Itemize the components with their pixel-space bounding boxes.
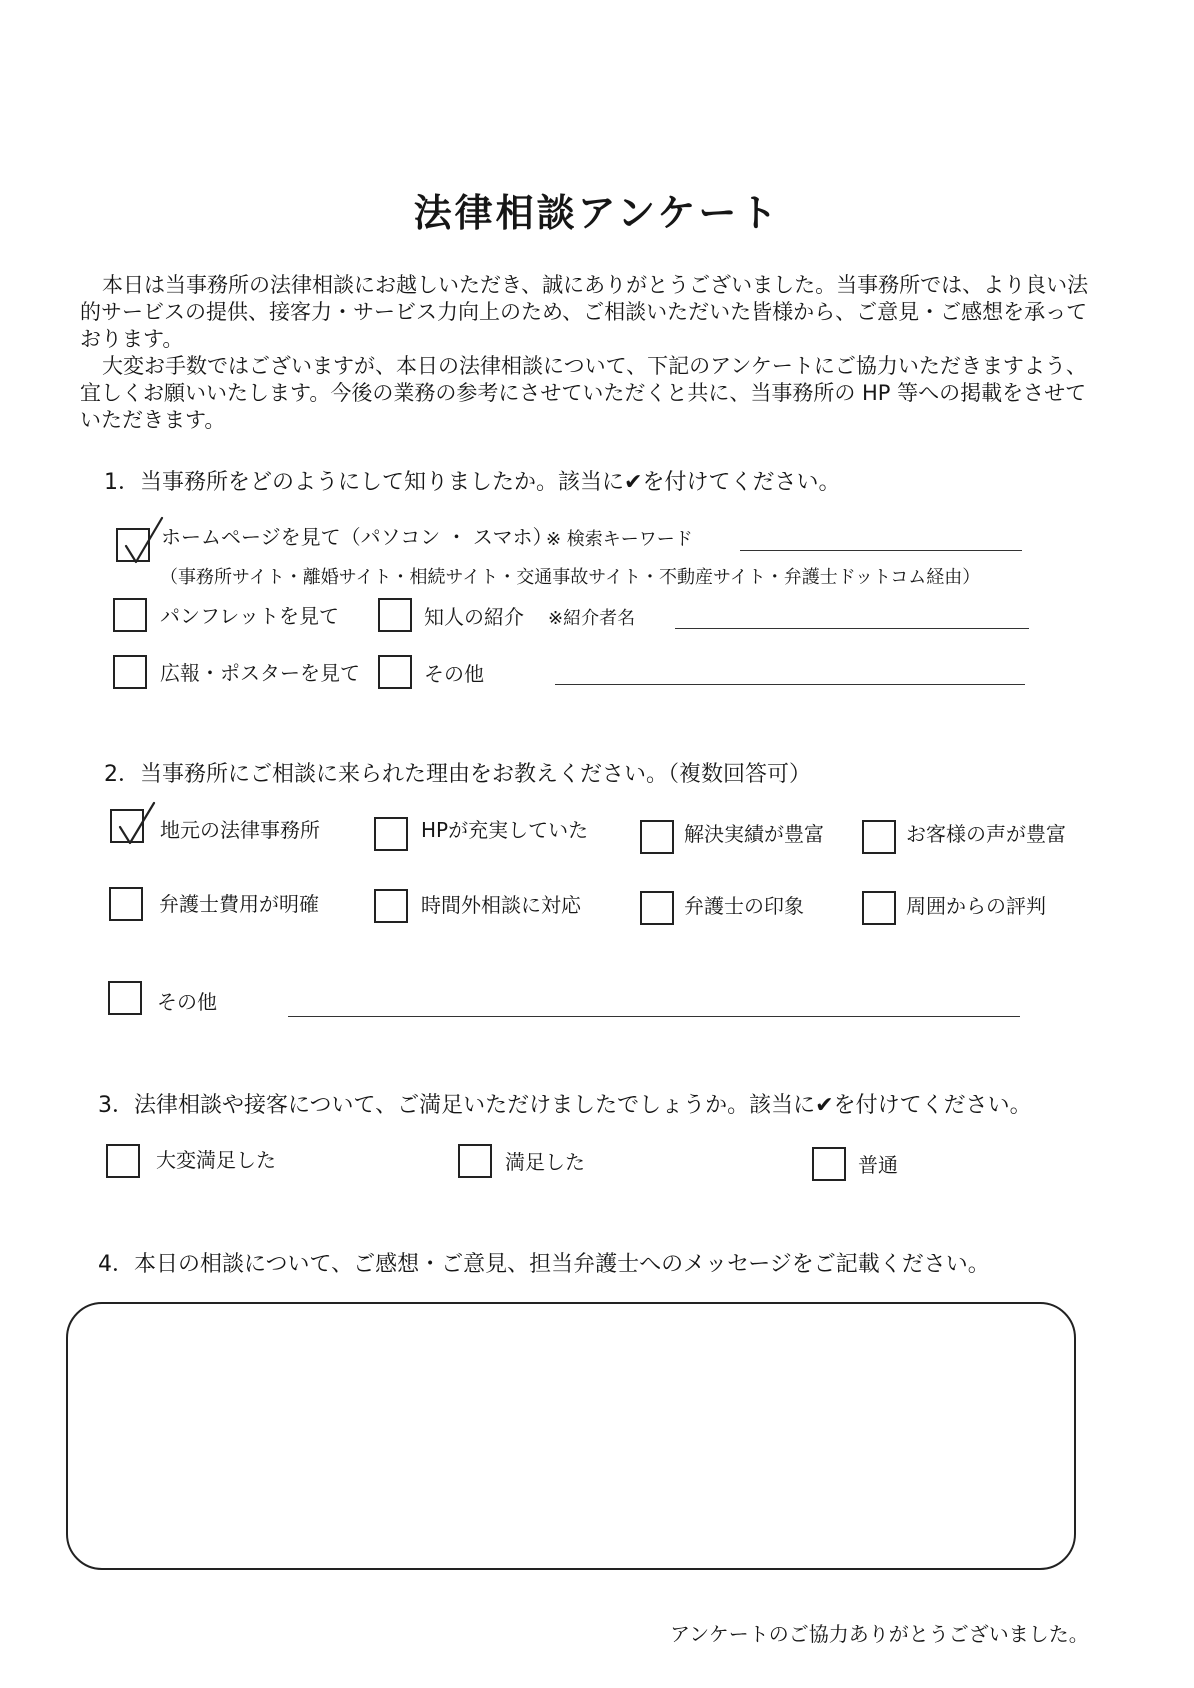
option-pr-poster-label: 広報・ポスターを見て (160, 661, 360, 685)
question-3-text-end: を付けてください。 (833, 1093, 1032, 1118)
option-homepage-label: ホームページを見て（パソコン ・ スマホ） (161, 525, 553, 549)
question-4-text: 4．本日の相談について、ご感想・ご意見、担当弁護士へのメッセージをご記載ください。 (98, 1252, 990, 1277)
checkbox-hp-rich[interactable] (374, 817, 408, 851)
checkbox-q2-other[interactable] (108, 981, 142, 1015)
option-average-label: 普通 (858, 1153, 898, 1177)
option-very-satisfied-label: 大変満足した (156, 1148, 276, 1172)
question-3 (98, 1088, 1032, 1119)
option-acquaintance-label: 知人の紹介 (424, 605, 524, 629)
option-hp-rich-label: HPが充実していた (421, 818, 589, 842)
checkbox-satisfied[interactable] (458, 1144, 492, 1178)
option-off-hours-label: 時間外相談に対応 (421, 893, 581, 917)
site-list-note: （事務所サイト・離婚サイト・相続サイト・交通事故サイト・不動産サイト・弁護士ドットコム経由） (160, 567, 981, 588)
handwritten-check-icon (114, 797, 158, 849)
checkbox-pamphlet[interactable] (113, 598, 147, 632)
option-pamphlet-label: パンフレットを見て (160, 604, 339, 628)
checkbox-homepage[interactable] (116, 528, 150, 562)
option-q1-other-label: その他 (424, 662, 484, 686)
intro-paragraph-1: 本日は当事務所の法律相談にお越しいただき、誠にありがとうございました。当事務所では、より良い法的サービスの提供、接客力・サービス力向上のため、ご相談いただいた皆様から、ご意見・ご感想を承っております。 (80, 273, 1089, 351)
question-2-text: 2．当事務所にご相談に来られた理由をお教えください。（複数回答可） (104, 762, 811, 787)
search-keyword-label: ※ 検索キーワード (546, 529, 693, 550)
checkbox-local-firm[interactable] (110, 809, 144, 843)
question-1-text-end: を付けてください。 (642, 470, 841, 495)
referrer-name-field[interactable] (675, 628, 1029, 629)
option-reputation-label: 周囲からの評判 (906, 894, 1046, 918)
q1-other-field[interactable] (555, 684, 1025, 685)
option-track-record-label: 解決実績が豊富 (684, 822, 824, 846)
checkbox-off-hours[interactable] (374, 889, 408, 923)
check-mark-icon: ✔ (624, 470, 643, 495)
intro-paragraph-2: 大変お手数ではございますが、本日の法律相談について、下記のアンケートにご協力いただきますよう、宜しくお願いいたします。今後の業務の参考にさせていただくと共に、当事務所の HP 等への掲載をさせていただきます。 (80, 354, 1087, 432)
checkbox-average[interactable] (812, 1147, 846, 1181)
checkbox-clear-fees[interactable] (109, 887, 143, 921)
option-satisfied-label: 満足した (505, 1150, 585, 1174)
option-local-firm-label: 地元の法律事務所 (160, 818, 320, 842)
q2-other-field[interactable] (288, 1016, 1020, 1017)
checkbox-reputation[interactable] (862, 891, 896, 925)
option-lawyer-impression-label: 弁護士の印象 (684, 894, 804, 918)
option-q2-other-label: その他 (157, 990, 217, 1014)
page-title: 法律相談アンケート (413, 191, 781, 235)
checkbox-q1-other[interactable] (378, 655, 412, 689)
checkbox-lawyer-impression[interactable] (640, 891, 674, 925)
question-3-text: 3．法律相談や接客について、ご満足いただけましたでしょうか。該当に (98, 1093, 816, 1118)
checkbox-acquaintance[interactable] (378, 598, 412, 632)
checkbox-very-satisfied[interactable] (106, 1144, 140, 1178)
comment-textarea[interactable] (66, 1302, 1076, 1570)
checkbox-pr-poster[interactable] (113, 655, 147, 689)
checkbox-client-voices[interactable] (862, 820, 896, 854)
checkbox-track-record[interactable] (640, 820, 674, 854)
referrer-name-label: ※紹介者名 (548, 608, 636, 629)
question-1-text: 1．当事務所をどのようにして知りましたか。該当に (104, 470, 624, 495)
handwritten-check-icon (120, 516, 164, 568)
search-keyword-field[interactable] (740, 550, 1022, 551)
intro-text (80, 272, 1090, 434)
option-client-voices-label: お客様の声が豊富 (906, 822, 1066, 846)
footer-thanks: アンケートのご協力ありがとうございました。 (670, 1622, 1089, 1646)
option-clear-fees-label: 弁護士費用が明確 (159, 892, 319, 916)
check-mark-icon: ✔ (815, 1093, 834, 1118)
question-1 (104, 465, 840, 496)
